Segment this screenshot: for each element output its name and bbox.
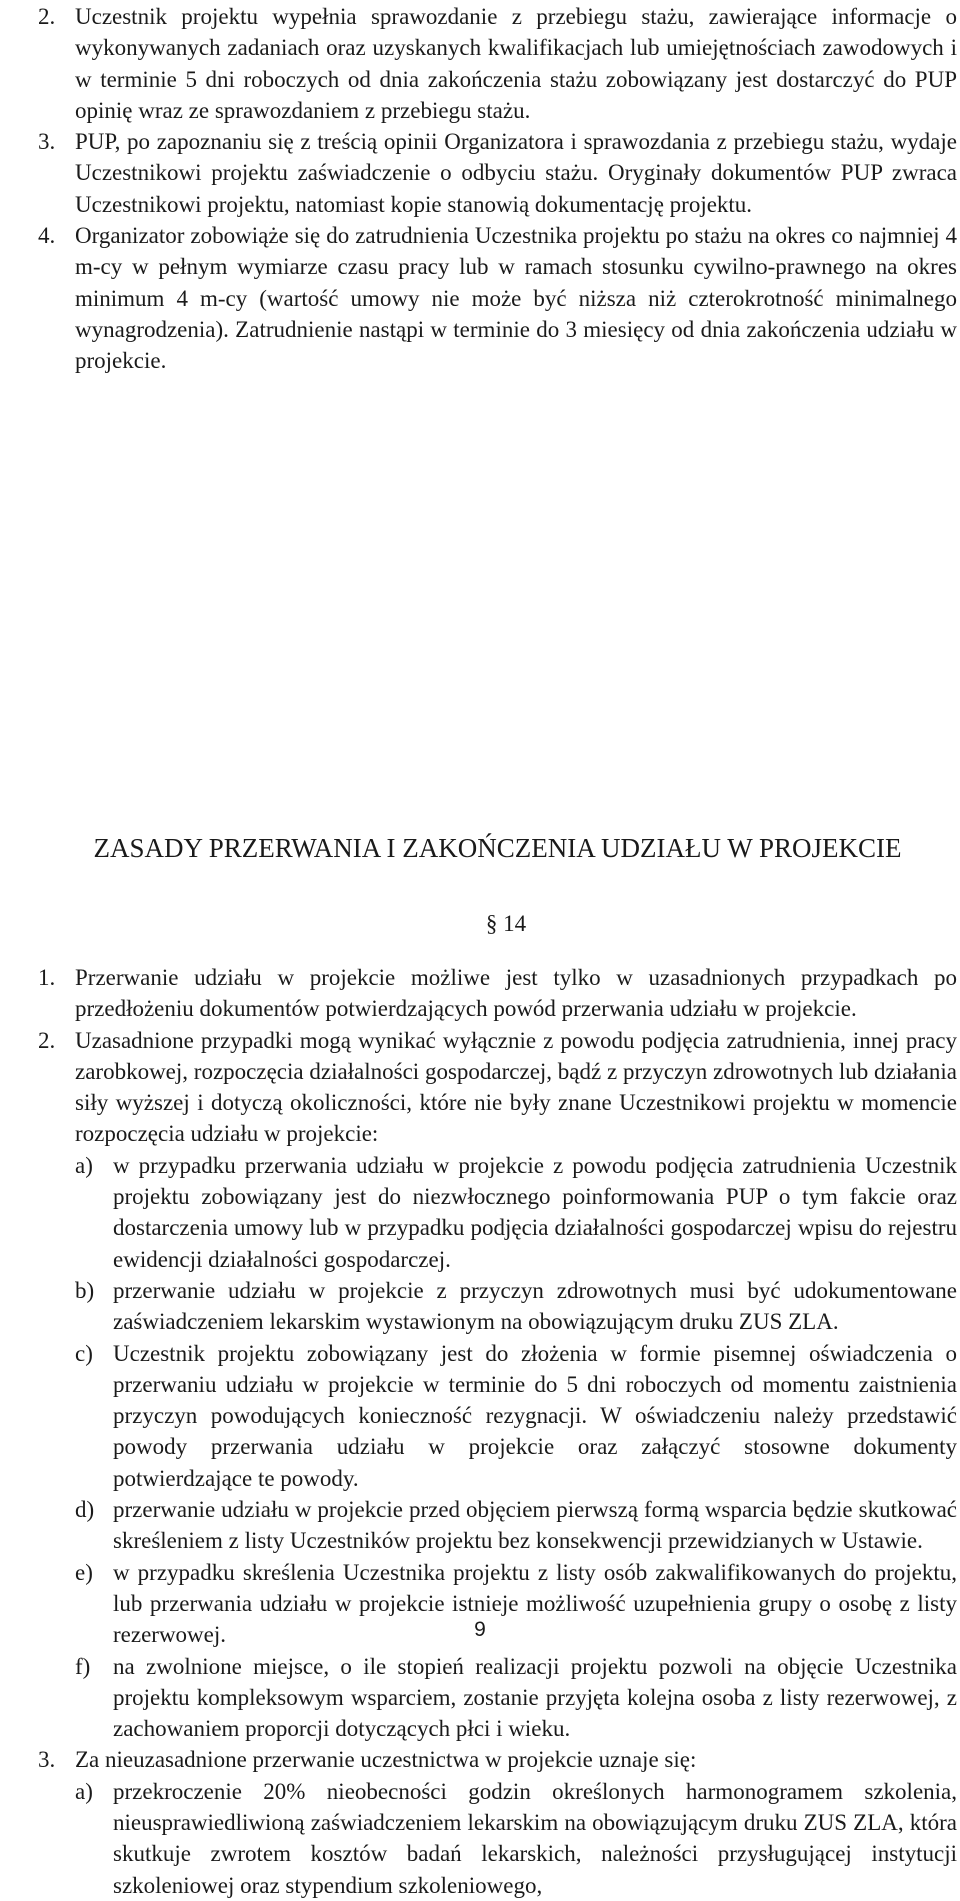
paragraph-1	[38, 962, 957, 1025]
list-item-c	[75, 1338, 957, 1494]
paragraph-number: 3.	[38, 1747, 56, 1773]
bottom-paragraphs	[38, 962, 957, 1901]
paragraph-number: 3.	[38, 129, 56, 155]
paragraph-text: Za nieuzasadnione przerwanie uczestnictwa w projekcie uznaje się:	[75, 1747, 697, 1773]
paragraph-number: 1.	[38, 965, 56, 990]
list-item-text: przekroczenie 20% nieobecności godzin określonych harmonogramem szkolenia, nieusprawiedliwioną zaświadczeniem lekarskim na obowiązującym druku ZUS ZLA, która skutkuje zwrotem kosztów badań lekarskich, należności przysługującej instytucji szkoleniowej oraz stypendium szkoleniowego,	[113, 1778, 957, 1898]
list-item-text: Uczestnik projektu zobowiązany jest do złożenia w formie pisemnej oświadczenia o przerwaniu udziału w projekcie w terminie do 5 dni roboczych od momentu zaistnienia przyczyn powodujących konieczność rezygnacji. W oświadczeniu należy przedstawić powody przerwania udziału w projekcie oraz załączyć stosowne dokumenty potwierdzające te powody.	[113, 1340, 957, 1491]
list-item-label: b)	[75, 1277, 95, 1303]
paragraph-number: 2.	[38, 4, 56, 29]
paragraph-text: Przerwanie udziału w projekcie możliwe jest tylko w uzasadnionych przypadkach po przedłożeniu dokumentów potwierdzających powód przerwania udziału w projekcie.	[75, 965, 957, 1022]
list-item-label: d)	[75, 1497, 95, 1523]
paragraph-number: 4.	[38, 223, 56, 249]
list-item-b	[75, 1275, 957, 1338]
section-heading: ZASADY PRZERWANIA I ZAKOŃCZENIA UDZIAŁU W PROJEKCIE	[93, 833, 902, 863]
list-item-text: na zwolnione miejsce, o ile stopień realizacji projektu pozwoli na objęcie Uczestnika projektu kompleksowym wsparciem, zostanie przyjęta kolejna osoba z listy rezerwowej, z zachowaniem proporcji dotyczących płci i wieku.	[113, 1653, 957, 1742]
list-item-text: przerwanie udziału w projekcie z przyczyn zdrowotnych musi być udokumentowane zaświadczeniem lekarskim wystawionym na obowiązującym druku ZUS ZLA.	[113, 1277, 957, 1335]
paragraph-text: PUP, po zapoznaniu się z treścią opinii Organizatora i sprawozdania z przebiegu stażu, wydaje Uczestnikowi projektu zaświadczenie o odbyciu stażu. Oryginały dokumentów PUP zwraca Uczestnikowi projektu, natomiast kopie stanowią dokumentację projektu.	[75, 129, 957, 217]
list-item-text: w przypadku przerwania udziału w projekcie z powodu podjęcia zatrudnienia Uczestnik projektu zobowiązany jest do niezwłocznego poinformowania PUP o tym fakcie oraz dostarczenia umowy lub w przypadku podjęcia działalności gospodarczej wpisu do rejestru ewidencji działalności gospodarczej.	[113, 1152, 957, 1272]
list-item-text: przerwanie udziału w projekcie przed objęciem pierwszą formą wsparcia będzie skutkować skreśleniem z listy Uczestników projektu bez konsekwencji przewidzianych w Ustawie.	[113, 1497, 957, 1554]
section-number-text: § 14	[485, 911, 527, 936]
paragraph-number: 2.	[38, 1027, 56, 1053]
list-item-a	[75, 1150, 957, 1275]
list-item-label: e)	[75, 1559, 93, 1585]
paragraph-text: Uzasadnione przypadki mogą wynikać wyłącznie z powodu podjęcia zatrudnienia, innej pracy zarobkowej, rozpoczęcia działalności gospodarczej, bądź z przyczyn zdrowotnych lub działania siły wyższej i dotyczą okoliczności, które nie były znane Uczestnikowi projektu w momencie rozpoczęcia udziału w projekcie:	[75, 1027, 957, 1147]
list-item-label: a)	[75, 1152, 93, 1178]
paragraph-3b	[38, 1744, 957, 1775]
list-item-d	[75, 1494, 957, 1557]
page-number: 9	[474, 1618, 486, 1641]
section-number	[0, 908, 960, 939]
paragraph-text: Organizator zobowiąże się do zatrudnienia Uczestnika projektu po stażu na okres co najmniej 4 m-cy w pełnym wymiarze czasu pracy lub w ramach stosunku cywilno-prawnego na okres minimum 4 m-cy (wartość umowy nie może być niższa niż czterokrotność minimalnego wynagrodzenia). Zatrudnienie nastąpi w terminie do 3 miesięcy od dnia zakończenia udziału w projekcie.	[75, 223, 957, 374]
paragraph-2	[38, 1, 957, 126]
paragraph-text: Uczestnik projektu wypełnia sprawozdanie z przebiegu stażu, zawierające informacje o wykonywanych zadaniach oraz uzyskanych kwalifikacjach lub umiejętnościach zawodowych i w terminie 5 dni roboczych od dnia zakończenia stażu zobowiązany jest dostarczyć do PUP opinię wraz ze sprawozdaniem z przebiegu stażu.	[75, 4, 957, 123]
list-item-text: w przypadku skreślenia Uczestnika projektu z listy osób zakwalifikowanych do projektu, lub przerwania udziału w projekcie istnieje możliwość uzupełnienia grupy o osobę z listy rezerwowej.	[113, 1559, 957, 1648]
paragraph-2b	[38, 1025, 957, 1150]
list-item-label: c)	[75, 1340, 93, 1366]
list-item-label: a)	[75, 1778, 93, 1804]
paragraph-4	[38, 220, 957, 376]
list-item-3a	[75, 1776, 957, 1901]
list-item-f	[75, 1651, 957, 1745]
paragraph-3	[38, 126, 957, 220]
top-paragraphs	[38, 1, 957, 377]
list-item-label: f)	[75, 1653, 91, 1679]
